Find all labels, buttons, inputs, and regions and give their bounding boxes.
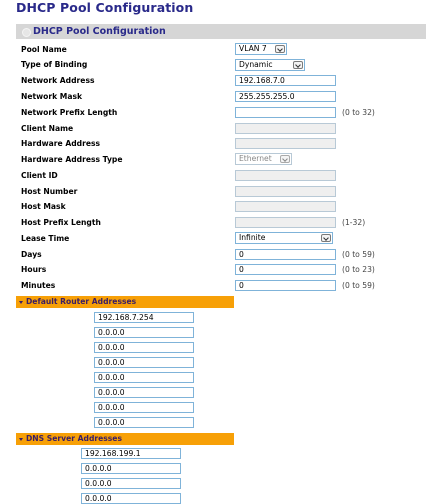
network-mask-label: Network Mask (21, 92, 83, 101)
host-number-input[interactable] (235, 186, 336, 197)
client-id-input[interactable] (235, 170, 336, 181)
hours-input[interactable]: 0 (235, 264, 336, 275)
hours-label: Hours (21, 265, 47, 274)
pool-name-select[interactable] (235, 43, 287, 55)
client-id-label: Client ID (21, 171, 58, 180)
network-address-input[interactable]: 192.168.7.0 (235, 75, 336, 86)
collapse-circle-icon[interactable] (22, 28, 31, 37)
type-of-binding-select[interactable] (235, 59, 305, 71)
dns-server-address-input[interactable]: 0.0.0.0 (81, 463, 181, 474)
network-prefix-length-label: Network Prefix Length (21, 108, 118, 117)
expand-triangle-icon[interactable] (19, 301, 23, 304)
days-range: (0 to 59) (342, 250, 375, 259)
default-router-address-input[interactable]: 0.0.0.0 (94, 327, 194, 338)
page-title: DHCP Pool Configuration (16, 0, 194, 15)
minutes-input[interactable]: 0 (235, 280, 336, 291)
lease-time-value: Infinite (239, 233, 266, 242)
lease-time-select[interactable] (235, 232, 333, 244)
days-input[interactable]: 0 (235, 249, 336, 260)
host-mask-input[interactable] (235, 201, 336, 212)
hardware-address-input[interactable] (235, 138, 336, 149)
default-router-addresses-title: Default Router Addresses (26, 297, 137, 306)
dns-server-address-input[interactable]: 0.0.0.0 (81, 493, 181, 504)
chevron-down-icon[interactable] (275, 45, 285, 53)
chevron-down-icon[interactable] (280, 155, 290, 163)
network-mask-input[interactable]: 255.255.255.0 (235, 91, 336, 102)
section-title: DHCP Pool Configuration (33, 26, 166, 37)
hardware-address-type-select[interactable] (235, 153, 292, 165)
default-router-address-input[interactable]: 0.0.0.0 (94, 372, 194, 383)
host-mask-label: Host Mask (21, 202, 66, 211)
days-label: Days (21, 250, 42, 259)
network-prefix-length-range: (0 to 32) (342, 108, 375, 117)
dns-server-address-input[interactable]: 0.0.0.0 (81, 478, 181, 489)
dns-server-address-input[interactable]: 192.168.199.1 (81, 448, 181, 459)
client-name-label: Client Name (21, 124, 74, 133)
expand-triangle-icon[interactable] (19, 438, 23, 441)
default-router-address-input[interactable]: 0.0.0.0 (94, 402, 194, 413)
minutes-range: (0 to 59) (342, 281, 375, 290)
default-router-address-input[interactable]: 0.0.0.0 (94, 387, 194, 398)
hardware-address-type-value: Ethernet (239, 154, 272, 163)
type-of-binding-value: Dynamic (239, 60, 273, 69)
host-prefix-length-label: Host Prefix Length (21, 218, 101, 227)
hours-range: (0 to 23) (342, 265, 375, 274)
host-number-label: Host Number (21, 187, 78, 196)
pool-name-label: Pool Name (21, 45, 67, 54)
hardware-address-label: Hardware Address (21, 139, 101, 148)
hardware-address-type-label: Hardware Address Type (21, 155, 123, 164)
type-of-binding-label: Type of Binding (21, 60, 88, 69)
default-router-address-input[interactable]: 0.0.0.0 (94, 357, 194, 368)
client-name-input[interactable] (235, 123, 336, 134)
network-prefix-length-input[interactable] (235, 107, 336, 118)
network-address-label: Network Address (21, 76, 95, 85)
dns-server-addresses-title: DNS Server Addresses (26, 434, 122, 443)
default-router-address-input[interactable]: 192.168.7.254 (94, 312, 194, 323)
host-prefix-length-range: (1-32) (342, 218, 366, 227)
minutes-label: Minutes (21, 281, 56, 290)
section-header[interactable] (16, 24, 426, 39)
default-router-address-input[interactable]: 0.0.0.0 (94, 417, 194, 428)
lease-time-label: Lease Time (21, 234, 70, 243)
chevron-down-icon[interactable] (321, 234, 331, 242)
dns-server-addresses-bar[interactable] (16, 433, 234, 445)
host-prefix-length-input[interactable] (235, 217, 336, 228)
default-router-address-input[interactable]: 0.0.0.0 (94, 342, 194, 353)
default-router-addresses-bar[interactable] (16, 296, 234, 308)
pool-name-value: VLAN 7 (239, 44, 267, 53)
chevron-down-icon[interactable] (293, 61, 303, 69)
